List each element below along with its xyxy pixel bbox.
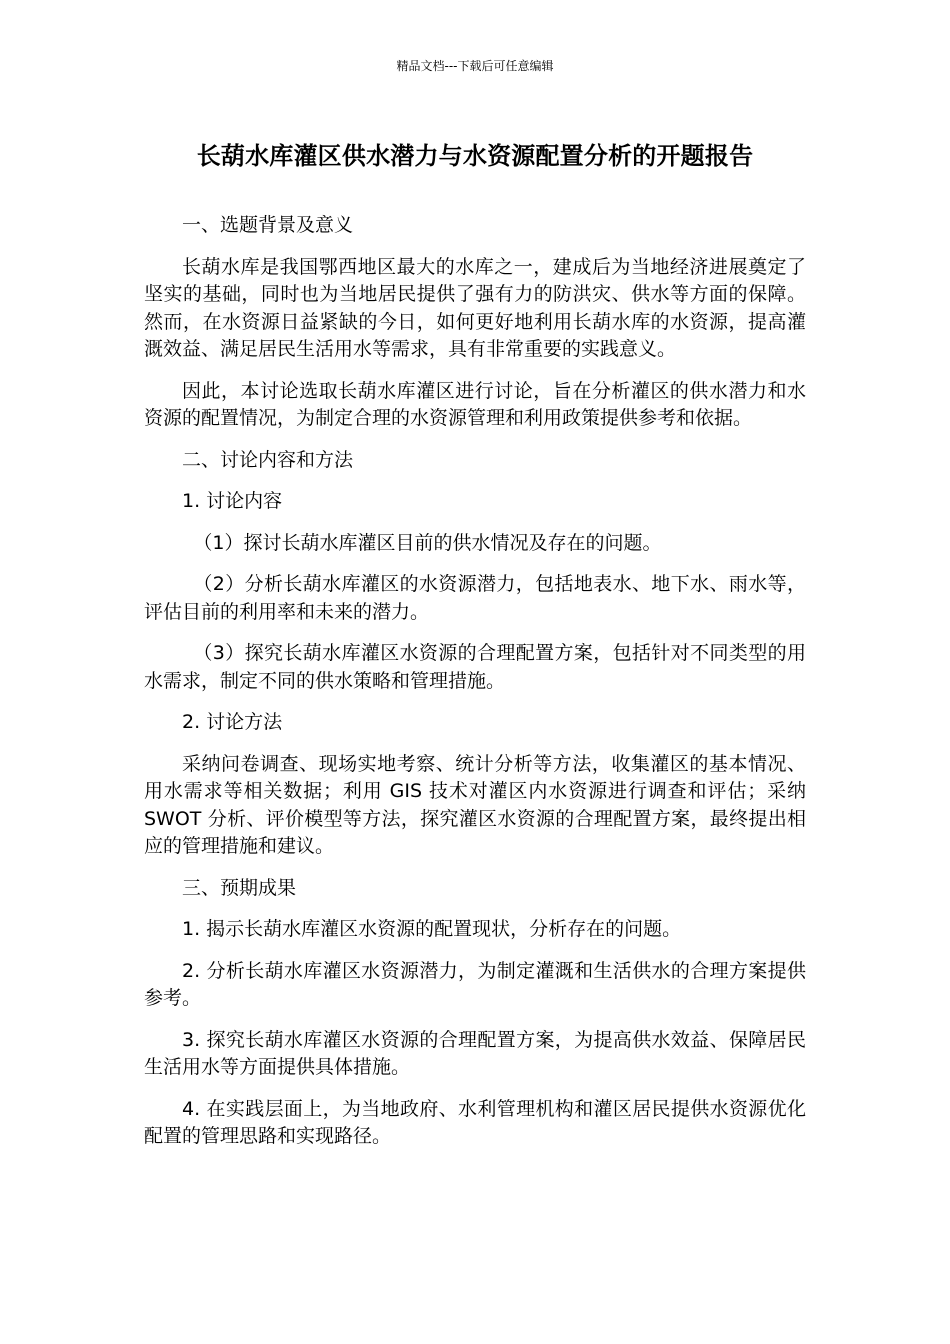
content-item-1: （1）探讨长葫水库灌区目前的供水情况及存在的问题。 xyxy=(193,531,662,554)
content-item-2: （2）分析长葫水库灌区的水资源潜力，包括地表水、地下水、雨水等，评估目前的利用率和未来的潜力。 xyxy=(144,573,806,623)
document-body xyxy=(144,212,806,1165)
section-heading-content-method: 二、讨论内容和方法 xyxy=(182,448,354,471)
subheading-content: 1. 讨论内容 xyxy=(182,490,283,512)
paragraph-purpose: 因此，本讨论选取长葫水库灌区进行讨论，旨在分析灌区的供水潜力和水资源的配置情况，为制定合理的水资源管理和利用政策提供参考和依据。 xyxy=(144,379,806,429)
outcome-item-3: 3. 探究长葫水库灌区水资源的合理配置方案，为提高供水效益、保障居民生活用水等方面提供具体措施。 xyxy=(144,1028,806,1078)
section-heading-outcomes: 三、预期成果 xyxy=(182,876,297,899)
section-heading-background: 一、选题背景及意义 xyxy=(182,214,354,236)
outcome-item-4: 4. 在实践层面上，为当地政府、水利管理机构和灌区居民提供水资源优化配置的管理思路和实现路径。 xyxy=(144,1097,806,1147)
paragraph-method: 采纳问卷调查、现场实地考察、统计分析等方法，收集灌区的基本情况、用水需求等相关数据；利用 GIS 技术对灌区内水资源进行调查和评估；采纳 SWOT 分析、评价模型等方法，探究灌区水资源的合理配置方案，最终提出相应的管理措施和建议。 xyxy=(144,752,806,857)
content-item-3: （3）探究长葫水库灌区水资源的合理配置方案，包括针对不同类型的用水需求，制定不同的供水策略和管理措施。 xyxy=(144,642,806,692)
outcome-item-1: 1. 揭示长葫水库灌区水资源的配置现状，分析存在的问题。 xyxy=(182,918,682,940)
paragraph-background: 长葫水库是我国鄂西地区最大的水库之一，建成后为当地经济进展奠定了坚实的基础，同时也为当地居民提供了强有力的防洪灾、供水等方面的保障。然而，在水资源日益紧缺的今日，如何更好地利用长葫水库的水资源，提高灌溉效益、满足居民生活用水等需求，具有非常重要的实践意义。 xyxy=(144,255,806,360)
document-title: 长葫水库灌区供水潜力与水资源配置分析的开题报告 xyxy=(196,142,754,170)
header-note: 精品文档---下载后可任意编辑 xyxy=(396,59,554,73)
subheading-method: 2. 讨论方法 xyxy=(182,711,283,733)
outcome-item-2: 2. 分析长葫水库灌区水资源潜力，为制定灌溉和生活供水的合理方案提供参考。 xyxy=(144,959,806,1009)
